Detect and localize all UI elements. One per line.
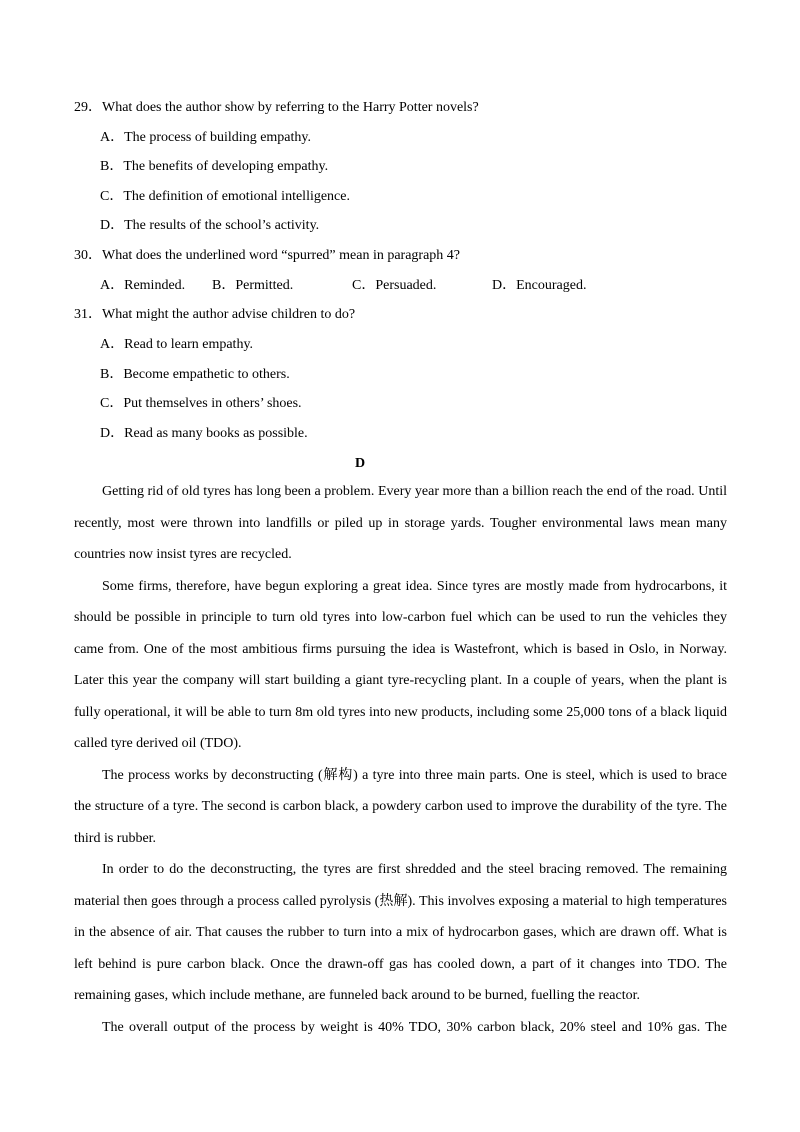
question-29-option-a: A．The process of building empathy. (100, 130, 311, 145)
question-30-option-b: B．Permitted. (212, 278, 294, 293)
question-31-option-a: A．Read to learn empathy. (100, 337, 254, 352)
section-title: D (354, 456, 366, 471)
question-29-option-d: D．The results of the school’s activity. (100, 218, 320, 233)
question-29-stem: 29．What does the author show by referring to the Harry Potter novels? (74, 100, 479, 115)
question-31-stem: 31．What might the author advise children to do? (74, 307, 356, 322)
passage-paragraph-5: The overall output of the process by weight is 40% TDO, 30% carbon black, 20% steel and 10% gas. The (102, 1019, 727, 1035)
passage-paragraph-1: Getting rid of old tyres has long been a problem. Every year more than a billion reach the end of the road. Until recently, most were thrown into landfills or piled up in storage yards. Tougher environmental laws mean many countries now insist tyres are recycled. (74, 484, 727, 562)
passage-paragraph-2: Some firms, therefore, have begun exploring a great idea. Since tyres are mostly made from hydrocarbons, it should be possible in principle to turn old tyres into low-carbon fuel which can be used to run the vehicles they came from. One of the most ambitious firms pursuing the idea is Wastefront, which is based in Oslo, in Norway. Later this year the company will start building a giant tyre-recycling plant. In a couple of years, when the plant is fully operational, it will be able to turn 8m old tyres into new products, including some 25,000 tons of a black liquid called tyre derived oil (TDO). (74, 578, 727, 751)
question-30-option-c: C．Persuaded. (352, 278, 437, 293)
question-30-option-a: A．Reminded. (100, 278, 186, 293)
question-29-option-c: C．The definition of emotional intelligence. (100, 189, 350, 204)
question-31-option-d: D．Read as many books as possible. (100, 426, 308, 441)
question-30-stem: 30．What does the underlined word “spurred” mean in paragraph 4? (74, 248, 461, 263)
question-31-option-c: C．Put themselves in others’ shoes. (100, 396, 302, 411)
question-29-option-b: B．The benefits of developing empathy. (100, 159, 329, 174)
question-31-option-b: B．Become empathetic to others. (100, 367, 290, 382)
passage-paragraph-3: The process works by deconstructing (解构) a tyre into three main parts. One is steel, which is used to brace the structure of a tyre. The second is carbon black, a powdery carbon used to improve the durability of the tyre. The third is rubber. (74, 767, 727, 846)
passage-d (74, 476, 727, 1043)
question-30-option-d: D．Encouraged. (492, 278, 587, 293)
passage-paragraph-4: In order to do the deconstructing, the tyres are first shredded and the steel bracing removed. The remaining material then goes through a process called pyrolysis (热解). This involves exposing a material to high temperatures in the absence of air. That causes the rubber to turn into a mix of hydrocarbon gases, which are drawn off. What is left behind is pure carbon black. Once the drawn-off gas has cooled down, a part of it changes into TDO. The remaining gases, which include methane, are funneled back around to be burned, fuelling the reactor. (74, 862, 727, 1003)
